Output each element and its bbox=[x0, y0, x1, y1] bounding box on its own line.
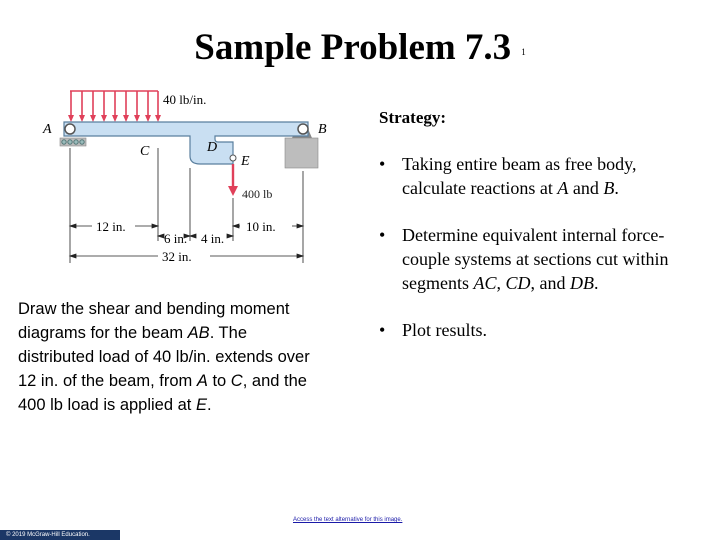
strategy-list bbox=[379, 152, 679, 365]
strategy-bullet-1-text: Taking entire beam as free body, calculate reactions at A and B. bbox=[402, 154, 637, 198]
copyright-bar: © 2019 McGraw-Hill Education. bbox=[0, 530, 120, 540]
dim-10-label: 10 in. bbox=[246, 219, 276, 234]
label-c: C bbox=[140, 144, 150, 159]
dim-6-label: 6 in. bbox=[164, 231, 188, 246]
dim-12-label: 12 in. bbox=[96, 219, 126, 234]
label-a: A bbox=[43, 122, 52, 137]
point-load-label: 400 lb bbox=[242, 187, 273, 201]
label-b: B bbox=[318, 122, 327, 137]
strategy-bullet-3-text: Plot results. bbox=[402, 320, 488, 340]
label-d: D bbox=[207, 140, 218, 155]
strategy-bullet-3 bbox=[379, 318, 679, 342]
bullet-dot-icon: • bbox=[379, 154, 386, 174]
label-e: E bbox=[241, 154, 250, 169]
pin-support-a bbox=[60, 138, 86, 146]
load-point-e bbox=[230, 155, 236, 161]
pin-b bbox=[298, 124, 308, 134]
bullet-dot-icon: • bbox=[379, 320, 386, 340]
strategy-bullet-2-text: Determine equivalent internal force-couple systems at sections cut within segments AC, CD, and DB. bbox=[402, 225, 669, 293]
strategy-heading: Strategy: bbox=[379, 108, 447, 127]
bullet-dot-icon: • bbox=[379, 225, 386, 245]
problem-statement: Draw the shear and bending moment diagrams for the beam AB. The distributed load of 40 lb/in. extends over 12 in. of the beam, from A to C, and the 400 lb load is applied at E. bbox=[18, 300, 310, 414]
slide-title-text: Sample Problem 7.3 bbox=[194, 27, 512, 68]
point-load-arrow bbox=[228, 164, 238, 196]
pin-support-b bbox=[285, 138, 318, 168]
slide-number: 1 bbox=[521, 47, 526, 57]
beam bbox=[64, 122, 308, 164]
distributed-load-arrows bbox=[68, 91, 161, 122]
dim-4-label: 4 in. bbox=[201, 231, 225, 246]
text-alternative-link[interactable]: Access the text alternative for this image. bbox=[293, 517, 403, 523]
slide-title bbox=[0, 26, 720, 69]
distributed-load-label: 40 lb/in. bbox=[163, 92, 207, 107]
strategy-bullet-1 bbox=[379, 152, 679, 200]
strategy-bullet-2 bbox=[379, 223, 679, 295]
pin-a bbox=[65, 124, 75, 134]
beam-diagram bbox=[40, 86, 330, 272]
dim-32-label: 32 in. bbox=[162, 249, 192, 264]
